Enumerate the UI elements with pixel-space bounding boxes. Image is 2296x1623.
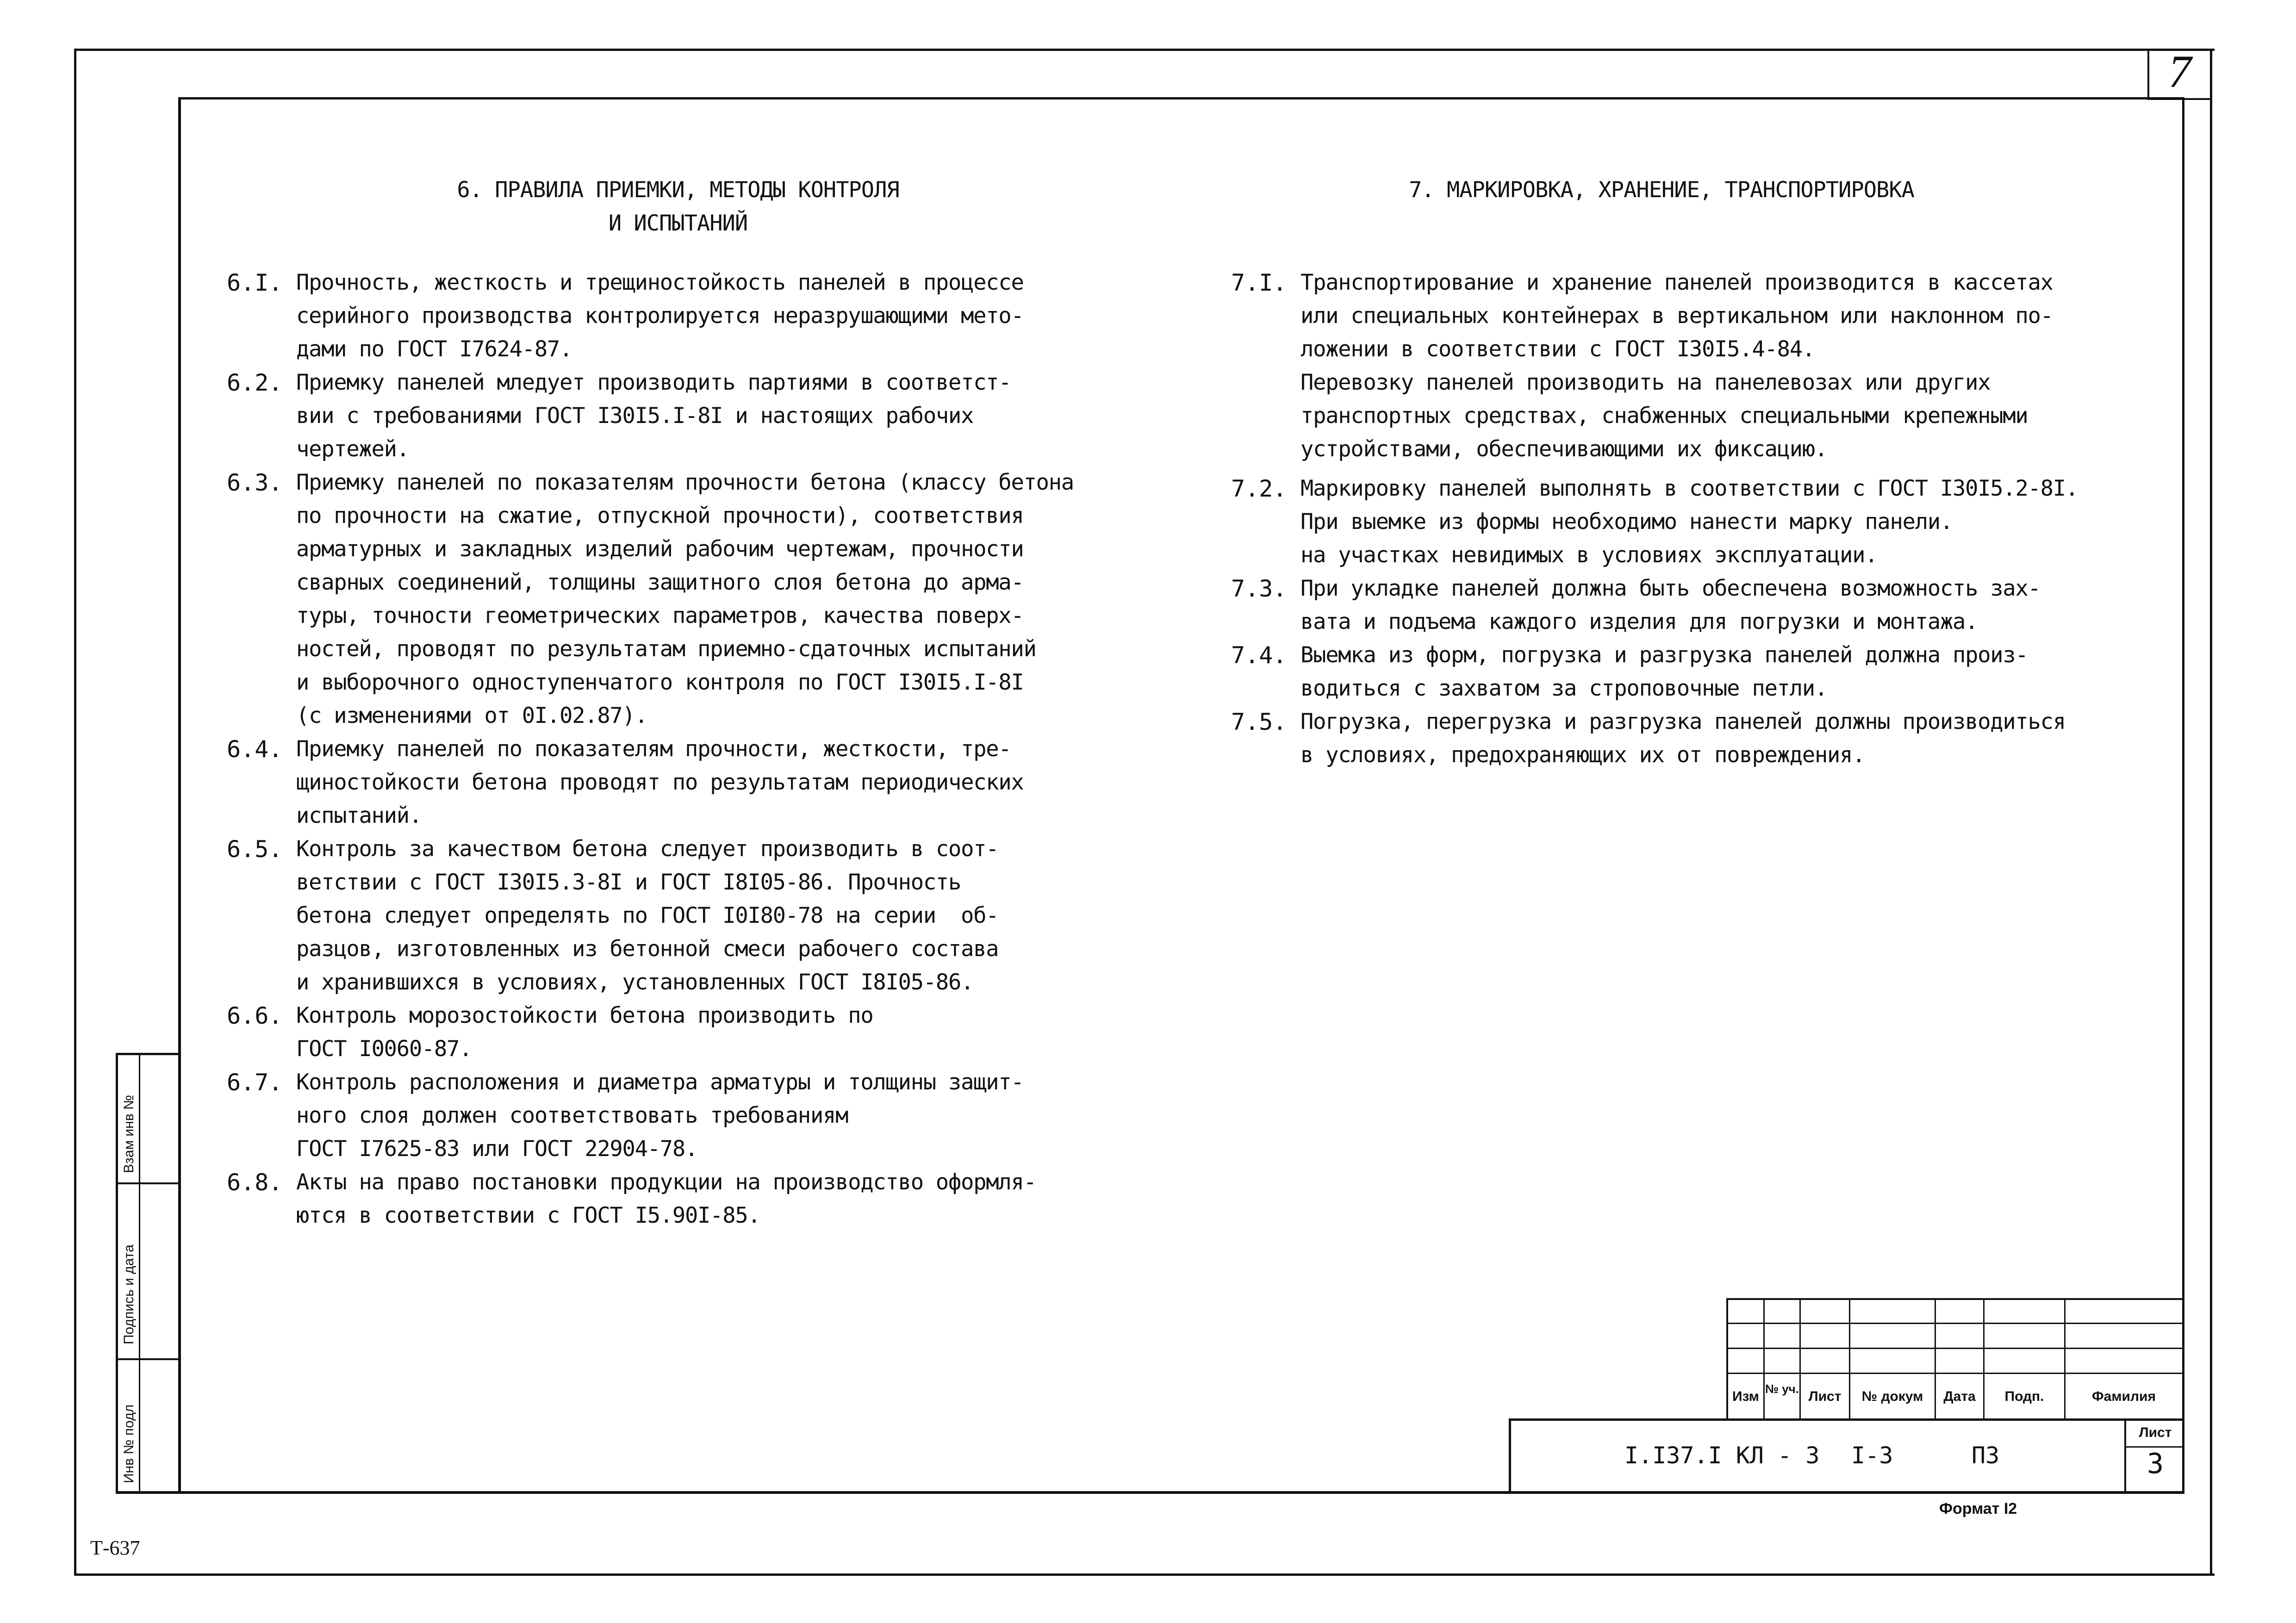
item-text: Контроль расположения и диаметра арматуры и толщины защит- ного слоя должен соответствовать требованиям ГОСТ I7625-83 или ГОСТ 22904-78. (296, 1070, 1024, 1162)
page-box-bottom (2147, 98, 2212, 100)
format-label: Формат I2 (1939, 1500, 2017, 1517)
item-number: 7.I. (1231, 269, 1287, 296)
stamp-col-ndokum: № докум (1861, 1389, 1923, 1404)
item-text: При укладке панелей должна быть обеспечена возможность зах- вата и подъема каждого изделия для погрузки и монтажа. (1300, 576, 2041, 634)
side-col-top (116, 1053, 180, 1055)
item-number: 7.2. (1231, 475, 1287, 502)
item-text: Маркировку панелей выполнять в соответствии с ГОСТ I30I5.2-8I. При выемке из формы необходимо нанести марку панели. на участках невидимых в условиях эксплуатации. (1300, 476, 2078, 568)
section6-title-line1: 6. ПРАВИЛА ПРИЕМКИ, МЕТОДЫ КОНТРОЛЯ (457, 177, 899, 203)
item-text: Приемку панелей по показателям прочности бетона (классу бетона по прочности на сжатие, отпускной прочности), соответствия арматурных и закладных изделий рабочим чертежам, прочности сварных соединений, толщины защитного слоя бетона до арма- туры, точности геометрических параметров, качества поверх- ностей, проводят по результатам приемно-сдаточных испытаний и выборочного одноступенчатого контроля по ГОСТ I30I5.I-8I (с изменениями от 0I.02.87). (296, 470, 1074, 728)
stamp-h3 (1726, 1348, 2184, 1349)
stamp-sheet-label: Лист (2139, 1425, 2172, 1440)
stamp-col-list: Лист (1808, 1389, 1842, 1404)
item-number: 6.8. (227, 1169, 283, 1196)
outer-frame-bottom (74, 1573, 2215, 1576)
stamp-code-part2: I-3 (1851, 1442, 1893, 1469)
item-number: 6.I. (227, 269, 283, 296)
stamp-col-familiya: Фамилия (2092, 1389, 2156, 1404)
item-text: Контроль за качеством бетона следует производить в соот- ветствии с ГОСТ I30I5.3-8I и ГОСТ I8I05-86. Прочность бетона следует определять по ГОСТ I0I80-78 на серии об- разцов, изготовленных из бетонной смеси рабочего состава и хранившихся в условиях, установленных ГОСТ I8I05-86. (296, 836, 999, 995)
section6-title (296, 174, 1060, 240)
stamp-main-left (1509, 1418, 1511, 1492)
side-col-left (116, 1053, 118, 1492)
item-text: Контроль морозостойкости бетона производить по ГОСТ I0060-87. (296, 1003, 873, 1062)
side-label-inv-podl: Инв № подл (121, 1404, 137, 1483)
side-col-sep1 (116, 1182, 180, 1184)
item-text: Приемку панелей мледует производить партиями в соответст- вии с требованиями ГОСТ I30I5.I-8I и настоящих рабочих чертежей. (296, 370, 1011, 462)
stamp-code: I.I37.I КЛ - 3 (1624, 1442, 1820, 1469)
item-number: 6.3. (227, 469, 283, 496)
item-number: 7.3. (1231, 575, 1287, 602)
inner-frame-top (178, 97, 2184, 99)
section6-title-line2: И ИСПЫТАНИЙ (608, 211, 748, 236)
item-number: 6.5. (227, 836, 283, 863)
item-number: 6.4. (227, 736, 283, 763)
side-label-sign-date: Подпись и дата (121, 1244, 137, 1344)
stamp-h4 (1726, 1373, 2184, 1374)
stamp-col-podp: Подп. (2004, 1389, 2044, 1404)
stamp-h-main (1509, 1418, 2184, 1421)
item-text: Прочность, жесткость и трещиностойкость панелей в процессе серийного производства контролируется неразрушающими мето- дами по ГОСТ I7624-87. (296, 270, 1024, 362)
item-text: Акты на право постановки продукции на производство оформля- ются в соответствии с ГОСТ I5.90I-85. (296, 1169, 1036, 1228)
side-col-sep2 (116, 1358, 180, 1360)
stamp-code-part3: ПЗ (1972, 1442, 2000, 1469)
page-number: 7 (2168, 46, 2191, 97)
page-box-left (2147, 49, 2149, 99)
side-label-inv-zam: Взам инв № (121, 1094, 137, 1173)
side-col-divider (139, 1053, 140, 1492)
item-text: Погрузка, перегрузка и разгрузка панелей должны производиться в условиях, предохраняющих их от повреждения. (1300, 709, 2066, 768)
inner-frame-right (2182, 97, 2184, 1494)
item-text: Выемка из форм, погрузка и разгрузка панелей должна произ- водиться с захватом за строповочные петли. (1300, 642, 2028, 701)
stamp-h2 (1726, 1323, 2184, 1324)
item-number: 7.5. (1231, 709, 1287, 735)
stamp-v2 (1763, 1298, 1765, 1419)
item-number: 6.6. (227, 1002, 283, 1029)
stamp-col-nuch: № уч. (1765, 1382, 1799, 1396)
outer-frame-right (2210, 49, 2212, 1576)
outer-frame-left (74, 49, 76, 1576)
stamp-col-data: Дата (1943, 1389, 1976, 1404)
item-text: Приемку панелей по показателям прочности, жесткости, тре- щиностойкости бетона проводят по результатам периодических испытаний. (296, 736, 1024, 828)
corner-code: Т-637 (90, 1536, 140, 1559)
inner-frame-left (178, 97, 181, 1492)
item-number: 6.2. (227, 369, 283, 396)
stamp-sheet-number: 3 (2147, 1448, 2164, 1480)
stamp-col-izm: Изм (1732, 1389, 1759, 1404)
outer-frame-top (74, 49, 2215, 51)
section7-title: 7. МАРКИРОВКА, ХРАНЕНИЕ, ТРАНСПОРТИРОВКА (1409, 177, 1914, 203)
item-number: 7.4. (1231, 642, 1287, 669)
stamp-h-top (1726, 1298, 2184, 1300)
inner-frame-bottom (116, 1491, 2184, 1494)
item-text: Транспортирование и хранение панелей производится в кассетах или специальных контейнерах в вертикальном или наклонном по- ложении в соответствии с ГОСТ I30I5.4-84. Перевозку панелей производить на панелевозах или других транспортных средствах, снабженных специальными крепежными устройствами, обеспечивающими их фиксацию. (1300, 270, 2053, 462)
item-number: 6.7. (227, 1069, 283, 1096)
